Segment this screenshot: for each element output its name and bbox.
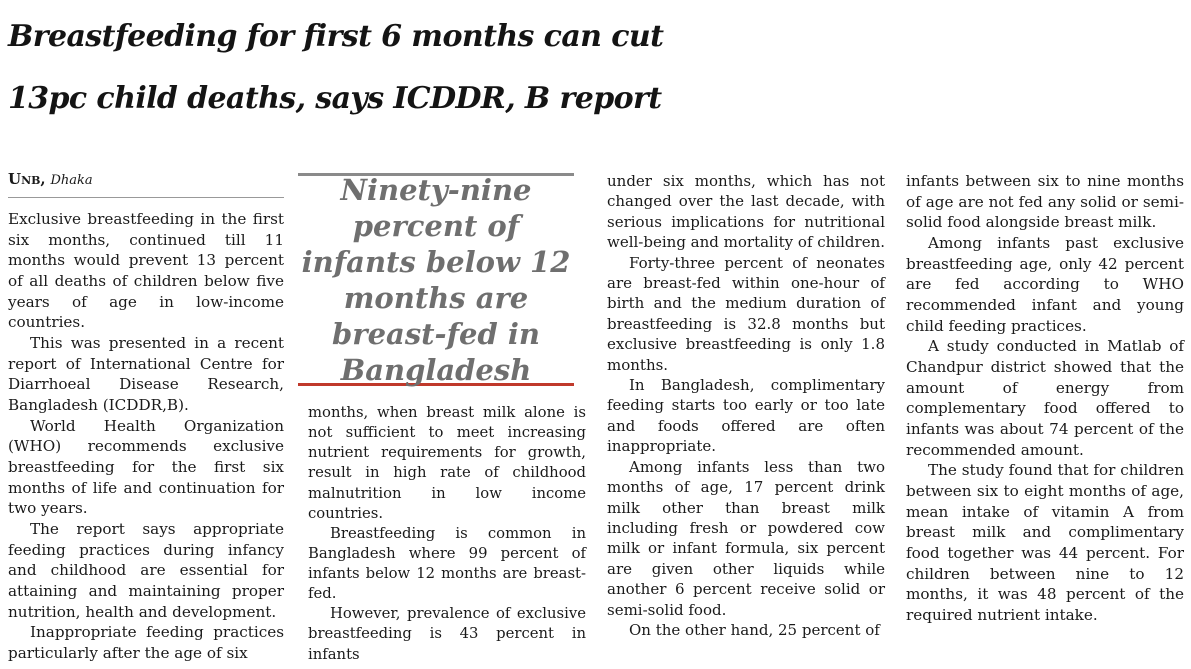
paragraph: The study found that for children between six to eight months of age, mean intake of vitamin A from breast milk and complimentary food together was 44 percent. For children between nine to 12 months, it was 48 percent of the required nutrient intake. (906, 461, 1184, 625)
paragraph: On the other hand, 25 percent of (629, 620, 880, 639)
paragraph: Among infants past exclusive breastfeeding age, only 42 percent are fed according to WHO recommended infant and young child feeding practices. (906, 234, 1184, 335)
paragraph: World Health Organization (WHO) recommends exclusive breastfeeding for the first six months of life and continuation for two years. (8, 416, 284, 518)
column-2 (308, 403, 586, 665)
paragraph: This was presented in a recent report of International Centre for Diarrhoeal Disease Research, Bangladesh (ICDDR,B). (8, 334, 284, 415)
headline-line-1: Breastfeeding for first 6 months can cut (8, 19, 664, 54)
paragraph: In Bangladesh, complimentary feeding starts too early or too late and foods offered are often inappropriate. (607, 376, 885, 456)
paragraph: Among infants less than two months of age, 17 percent drink milk other than breast milk including fresh or powdered cow milk or infant formula, six percent are given other liquids while another 6 percent receive solid or semi-solid food. (607, 457, 885, 619)
pull-quote-text: Ninety-nine percent of infants below 12 months are breast-fed in Bangladesh (301, 172, 571, 387)
headline-line-2: 13pc child deaths, says ICDDR, B report (8, 81, 662, 116)
paragraph: Inappropriate feeding practices particularly after the age of six (8, 623, 284, 663)
byline-place: Dhaka (50, 173, 93, 188)
paragraph: However, prevalence of exclusive breastfeeding is 43 percent in infants (308, 605, 586, 663)
paragraph: A study conducted in Matlab of Chandpur district showed that the amount of energy from complementary food offered to infants was about 74 percent of the recommended amount. (906, 337, 1184, 459)
byline (8, 170, 93, 188)
column-3 (607, 171, 885, 640)
paragraph: Breastfeeding is common in Bangladesh where 99 percent of infants below 12 months are breast-fed. (308, 524, 586, 603)
pull-quote (298, 173, 574, 386)
paragraph: Exclusive breastfeeding in the first six months, continued till 11 months would prevent 13 percent of all deaths of children below five years of age in low-income countries. (8, 210, 284, 332)
paragraph: Forty-three percent of neonates are breast-fed within one-hour of birth and the medium duration of breastfeeding is 32.8 months but exclusive breastfeeding is only 1.8 months. (607, 253, 885, 374)
paragraph: under six months, which has not changed over the last decade, with serious implications for nutritional well-being and mortality of children. (607, 172, 886, 252)
paragraph: infants between six to nine months of age are not fed any solid or semi-solid food alongside breast milk. (906, 172, 1184, 232)
column-1 (8, 209, 284, 664)
byline-divider (8, 197, 284, 198)
paragraph: The report says appropriate feeding practices during infancy and childhood are essential for attaining and maintaining proper nutrition, health and development. (8, 520, 284, 621)
byline-agency: Unb, (8, 170, 46, 188)
paragraph: months, when breast milk alone is not sufficient to meet increasing nutrient requirements for growth, result in high rate of childhood malnutrition in low income countries. (308, 404, 586, 522)
column-4 (906, 171, 1184, 626)
headline (8, 6, 1188, 130)
